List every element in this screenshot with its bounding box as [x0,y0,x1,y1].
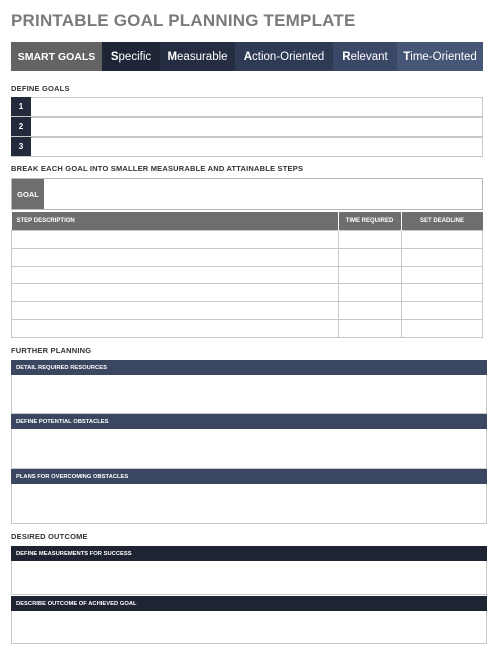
smart-action-oriented: A ction-Oriented [235,42,333,71]
goal-number: 1 [11,97,31,116]
goal-input[interactable] [31,97,483,116]
outcome-input[interactable] [11,611,487,644]
time-cell[interactable] [338,266,401,284]
obstacles-input[interactable] [11,429,487,469]
col-set-deadline: SET DEADLINE [401,212,483,231]
goal-row [11,137,483,157]
page-title: PRINTABLE GOAL PLANNING TEMPLATE [11,11,356,30]
resources-input[interactable] [11,375,487,414]
smart-goals-bar [11,42,483,71]
step-cell[interactable] [12,302,339,320]
table-row [12,319,483,337]
goal-row [11,117,483,137]
step-cell[interactable] [12,284,339,302]
deadline-cell[interactable] [401,266,483,284]
col-time-required: TIME REQUIRED [338,212,401,231]
step-cell[interactable] [12,319,339,337]
deadline-cell[interactable] [401,231,483,249]
goal-row [11,97,483,117]
deadline-cell[interactable] [401,302,483,320]
outcome-section [11,596,487,644]
time-cell[interactable] [338,302,401,320]
time-cell[interactable] [338,319,401,337]
smart-time-oriented: T ime-Oriented [397,42,483,71]
goal-label: GOAL [12,179,44,209]
outcome-header: DESCRIBE OUTCOME OF ACHIEVED GOAL [11,596,487,611]
plans-header: PLANS FOR OVERCOMING OBSTACLES [11,469,487,484]
resources-section [11,360,487,414]
obstacles-header: DEFINE POTENTIAL OBSTACLES [11,414,487,429]
table-row [12,231,483,249]
goal-input[interactable] [44,179,482,209]
measurements-section [11,546,487,595]
table-row [12,284,483,302]
goal-input[interactable] [31,137,483,156]
time-cell[interactable] [338,231,401,249]
obstacles-section [11,414,487,469]
smart-measurable: M easurable [160,42,235,71]
measurements-header: DEFINE MEASUREMENTS FOR SUCCESS [11,546,487,561]
measurements-input[interactable] [11,561,487,595]
step-cell[interactable] [12,231,339,249]
steps-table [11,212,483,338]
smart-specific: S pecific [102,42,160,71]
further-planning-label: FURTHER PLANNING [11,346,92,355]
resources-header: DETAIL REQUIRED RESOURCES [11,360,487,375]
goal-input[interactable] [31,117,483,136]
plans-input[interactable] [11,484,487,524]
goal-number: 3 [11,137,31,156]
deadline-cell[interactable] [401,284,483,302]
table-row [12,302,483,320]
step-cell[interactable] [12,248,339,266]
goal-box [11,178,483,210]
smart-relevant: R elevant [333,42,397,71]
step-cell[interactable] [12,266,339,284]
define-goals-label: DEFINE GOALS [11,84,70,93]
plans-section [11,469,487,524]
deadline-cell[interactable] [401,319,483,337]
table-row [12,248,483,266]
time-cell[interactable] [338,284,401,302]
define-goals-list [11,97,483,157]
table-row [12,266,483,284]
col-step-description: STEP DESCRIPTION [12,212,339,231]
goal-number: 2 [11,117,31,136]
break-steps-label: BREAK EACH GOAL INTO SMALLER MEASURABLE AND ATTAINABLE STEPS [11,164,304,173]
deadline-cell[interactable] [401,248,483,266]
time-cell[interactable] [338,248,401,266]
desired-outcome-label: DESIRED OUTCOME [11,532,88,541]
smart-goals-label: SMART GOALS [11,42,102,71]
